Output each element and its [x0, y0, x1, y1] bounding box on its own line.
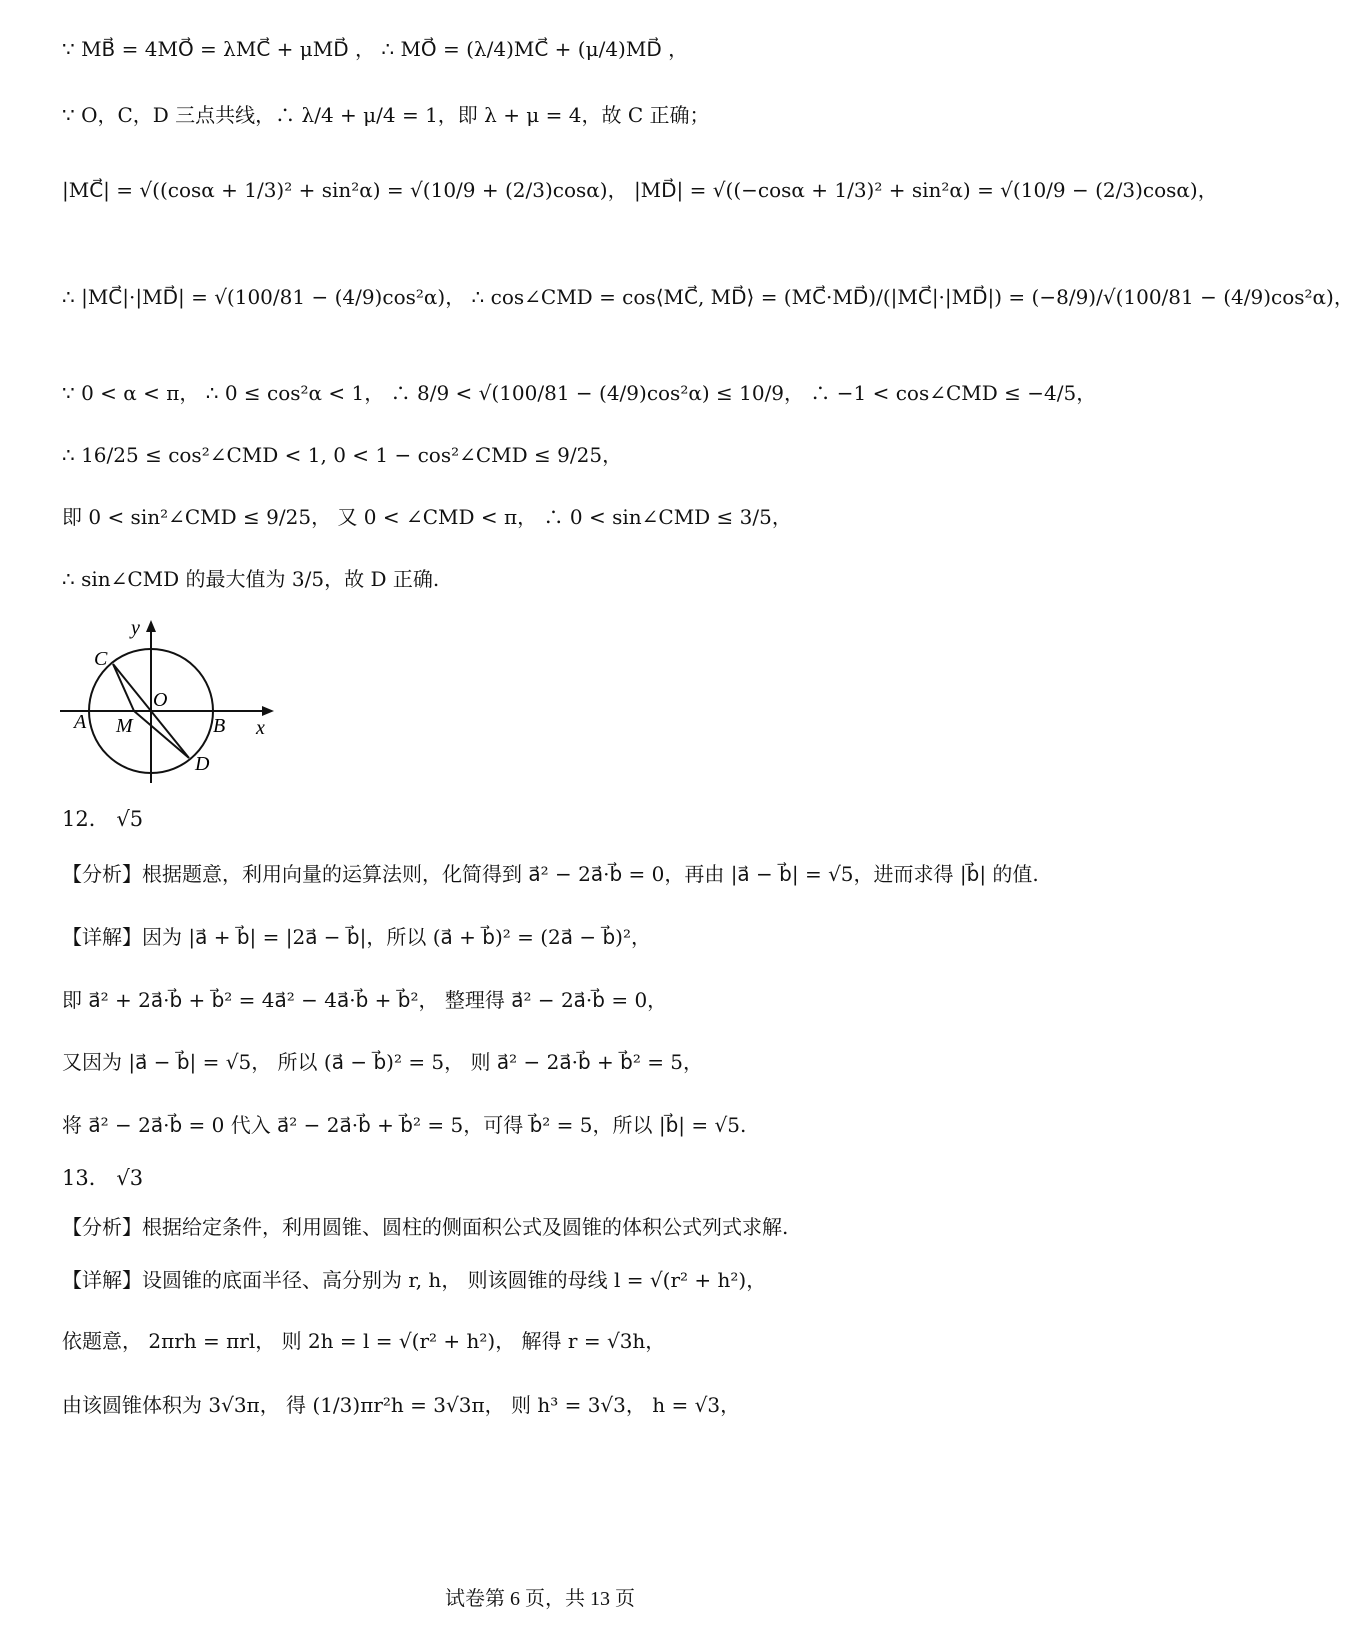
solution-line-4: ∴ |MC⃗|·|MD⃗| = √(100/81 − (4/9)cos²α)， ∴ cos∠CMD = cos⟨MC⃗, MD⃗⟩ = (MC⃗·MD⃗)/(|MC⃗|·|MD⃗|) = (−8/9)/√(100/81 − (4/9)cos²α)， [62, 285, 1354, 309]
q12-detail-4: 将 a⃗² − 2a⃗·b⃗ = 0 代入 a⃗² − 2a⃗·b⃗ + b⃗² = 5，可得 b⃗² = 5，所以 |b⃗| = √5. [62, 1113, 747, 1137]
label-y: y [131, 617, 140, 639]
q13-detail-3: 由该圆锥体积为 3√3π， 得 (1/3)πr²h = 3√3π， 则 h³ = 3√3， h = √3， [62, 1393, 741, 1417]
page-footer: 试卷第 6 页，共 13 页 [445, 1588, 635, 1610]
label-d: D [195, 753, 210, 775]
y-axis-arrow [146, 620, 156, 632]
q12-analysis: 【分析】根据题意，利用向量的运算法则，化简得到 a⃗² − 2a⃗·b⃗ = 0，再由 |a⃗ − b⃗| = √5，进而求得 |b⃗| 的值. [62, 862, 1039, 886]
solution-line-5: ∵ 0 < α < π， ∴ 0 ≤ cos²α < 1， ∴ 8/9 < √(100/81 − (4/9)cos²α) ≤ 10/9， ∴ −1 < cos∠CMD ≤ −4/5， [62, 381, 1097, 405]
segment-md [134, 711, 189, 758]
solution-line-8: ∴ sin∠CMD 的最大值为 3/5，故 D 正确. [62, 567, 440, 591]
solution-line-7: 即 0 < sin²∠CMD ≤ 9/25， 又 0 < ∠CMD < π， ∴ 0 < sin∠CMD ≤ 3/5， [62, 505, 792, 529]
label-c: C [94, 648, 108, 670]
label-o: O [153, 689, 168, 711]
question-12-answer: 12． √5 [62, 807, 144, 831]
q12-detail-1: 【详解】因为 |a⃗ + b⃗| = |2a⃗ − b⃗|，所以 (a⃗ + b⃗)² = (2a⃗ − b⃗)²， [62, 925, 652, 949]
solution-line-2: ∵ O，C，D 三点共线，∴ λ/4 + μ/4 = 1，即 λ + μ = 4，故 C 正确； [62, 103, 710, 127]
x-axis-arrow [262, 706, 274, 716]
solution-line-1: ∵ MB⃗ = 4MO⃗ = λMC⃗ + μMD⃗ ， ∴ MO⃗ = (λ/4)MC⃗ + (μ/4)MD⃗ ， [62, 37, 689, 61]
solution-line-3: |MC⃗| = √((cosα + 1/3)² + sin²α) = √(10/9 + (2/3)cosα)， |MD⃗| = √((−cosα + 1/3)² + sin²α) = √(10/9 − (2/3)cosα)， [62, 178, 1218, 202]
label-b: B [213, 715, 226, 737]
circle-diagram [50, 618, 290, 788]
q12-detail-3: 又因为 |a⃗ − b⃗| = √5， 所以 (a⃗ − b⃗)² = 5， 则 a⃗² − 2a⃗·b⃗ + b⃗² = 5， [62, 1050, 704, 1074]
q12-detail-2: 即 a⃗² + 2a⃗·b⃗ + b⃗² = 4a⃗² − 4a⃗·b⃗ + b⃗²， 整理得 a⃗² − 2a⃗·b⃗ = 0， [62, 988, 668, 1012]
q13-detail-2: 依题意， 2πrh = πrl， 则 2h = l = √(r² + h²)， 解得 r = √3h， [62, 1329, 666, 1353]
label-a: A [74, 711, 87, 733]
q13-detail-1: 【详解】设圆锥的底面半径、高分别为 r, h， 则该圆锥的母线 l = √(r² + h²)， [62, 1268, 767, 1292]
solution-line-6: ∴ 16/25 ≤ cos²∠CMD < 1, 0 < 1 − cos²∠CMD ≤ 9/25， [62, 443, 623, 467]
question-13-answer: 13． √3 [62, 1166, 144, 1190]
label-x: x [256, 717, 265, 739]
label-m: M [116, 715, 133, 737]
q13-analysis: 【分析】根据给定条件，利用圆锥、圆柱的侧面积公式及圆锥的体积公式列式求解. [62, 1215, 789, 1239]
